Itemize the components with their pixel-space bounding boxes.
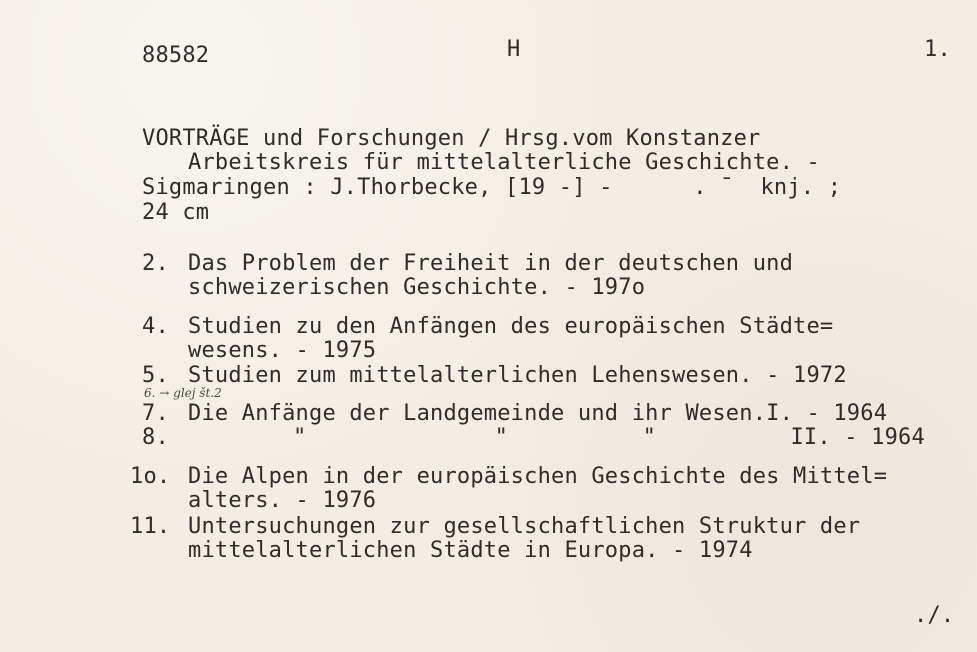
volume-number: 4. bbox=[142, 314, 169, 339]
volume-title-line: Studien zum mittelalterlichen Lehenswesen. - 1972 bbox=[188, 363, 847, 388]
continuation-mark: ./. bbox=[914, 603, 955, 628]
volume-title-line: Das Problem der Freiheit in der deutschen und bbox=[188, 251, 794, 276]
catalog-number: 88582 bbox=[142, 43, 210, 68]
volume-number: 7. bbox=[142, 401, 169, 426]
entry-line-2: Arbeitskreis für mittelalterliche Geschichte. - bbox=[188, 150, 820, 175]
volume-title-line: wesens. - 1975 bbox=[188, 338, 377, 363]
volume-title-line: Die Alpen in der europäischen Geschichte des Mittel= bbox=[188, 464, 888, 489]
volume-title-line: " " " II. - 1964 bbox=[293, 425, 925, 450]
entry-line-4: 24 cm bbox=[142, 200, 210, 225]
volume-title-line: alters. - 1976 bbox=[188, 488, 377, 513]
volume-number: 11. bbox=[130, 514, 171, 539]
volume-title-line: mittelalterlichen Städte in Europa. - 1974 bbox=[188, 538, 753, 563]
volume-number: 1o. bbox=[130, 464, 171, 489]
section-letter: H bbox=[507, 37, 521, 62]
handwritten-note: 6. → glej št.2 bbox=[144, 386, 222, 400]
entry-line-3: Sigmaringen : J.Thorbecke, [19 -] - . ¯ knj. ; bbox=[142, 175, 842, 200]
entry-line-1: VORTRÄGE und Forschungen / Hrsg.vom Konstanzer bbox=[142, 126, 761, 151]
volume-title-line: schweizerischen Geschichte. - 197o bbox=[188, 275, 646, 300]
volume-number: 8. bbox=[142, 425, 169, 450]
volume-title-line: Studien zu den Anfängen des europäischen Städte= bbox=[188, 314, 834, 339]
volume-title-line: Untersuchungen zur gesellschaftlichen Struktur der bbox=[188, 514, 861, 539]
card-page-number: 1. bbox=[924, 37, 951, 62]
volume-title-line: Die Anfänge der Landgemeinde und ihr Wesen.I. - 1964 bbox=[188, 401, 888, 426]
volume-number: 5. bbox=[142, 363, 169, 388]
volume-number: 2. bbox=[142, 251, 169, 276]
